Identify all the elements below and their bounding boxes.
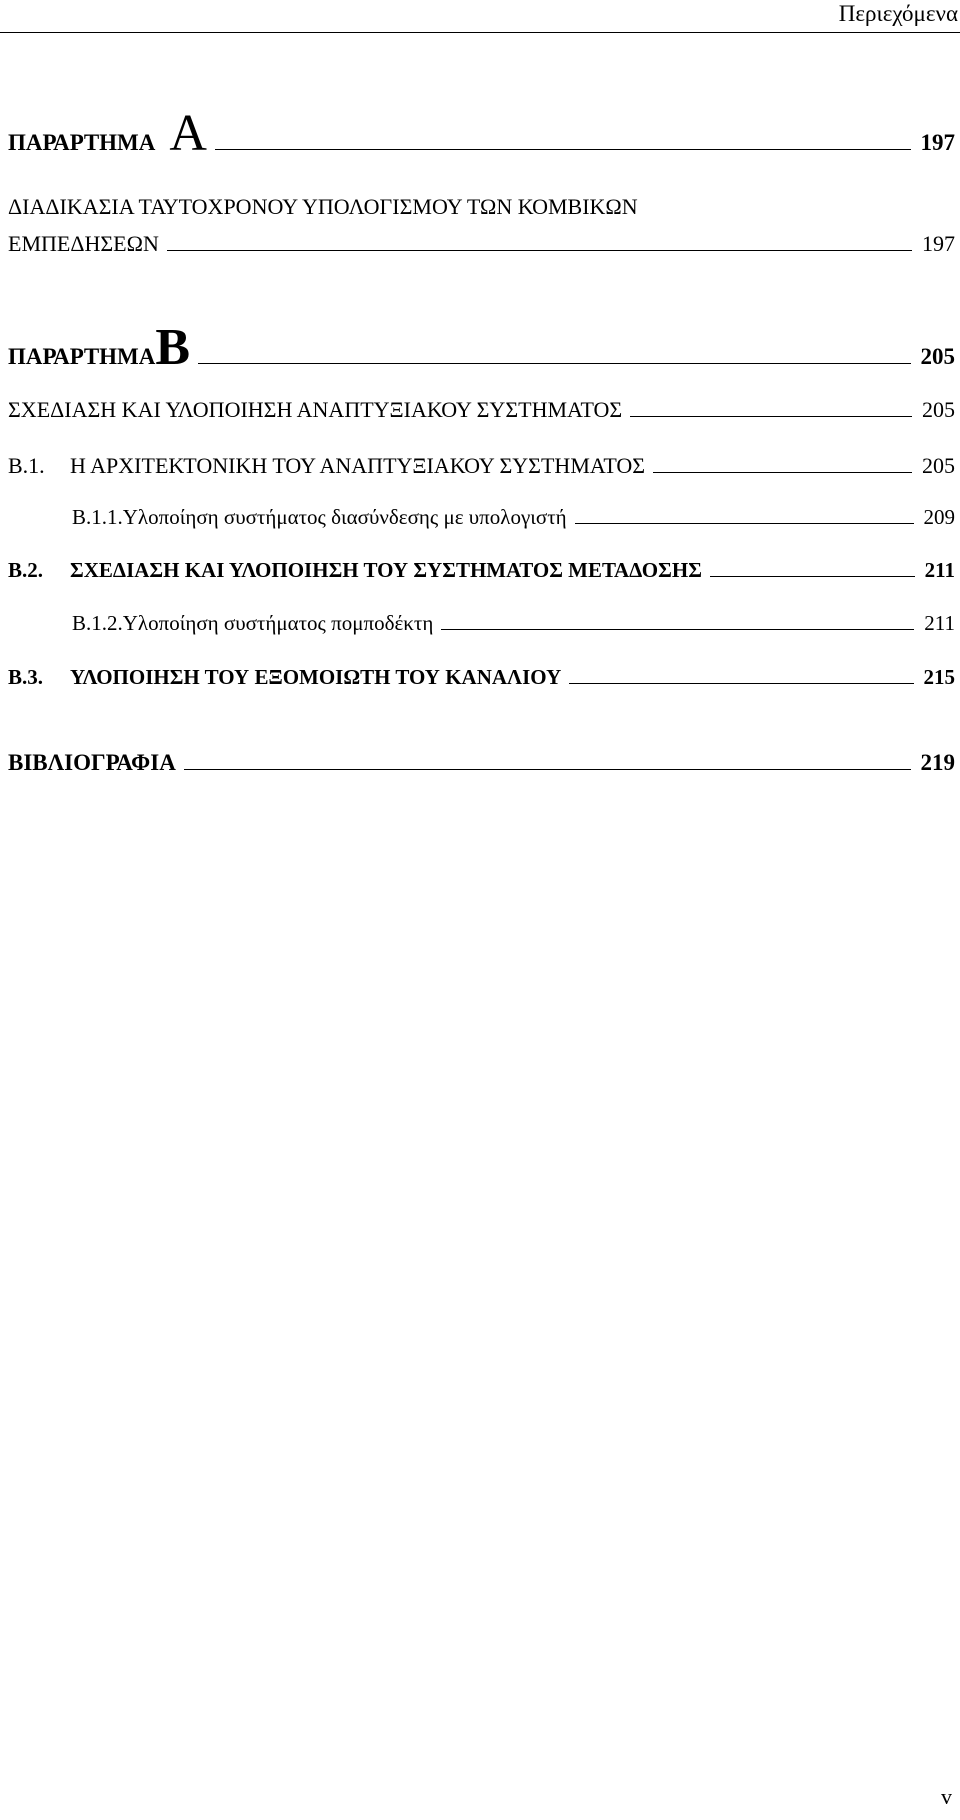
page-number: 205 bbox=[922, 397, 955, 422]
dot-leader bbox=[215, 149, 911, 150]
page-number: 197 bbox=[922, 231, 955, 256]
page-number: 219 bbox=[920, 750, 955, 775]
section-title: ΣΧΕΔΙΑΣΗ ΚΑΙ ΥΛΟΠΟΙΗΣΗ ΤΟΥ ΣΥΣΤΗΜΑΤΟΣ ΜΕΤΑΔΟΣΗΣ bbox=[70, 558, 702, 582]
toc-entry-appendix-a[interactable] bbox=[8, 105, 955, 162]
toc-entry-b12[interactable] bbox=[72, 611, 955, 636]
appendix-a-title-line1: ΔΙΑΔΙΚΑΣΙΑ ΤΑΥΤΟΧΡΟΝΟΥ ΥΠΟΛΟΓΙΣΜΟΥ ΤΩΝ ΚΟΜΒΙΚΩΝ bbox=[8, 194, 638, 219]
toc-entry-appendix-b[interactable] bbox=[8, 319, 955, 376]
toc-entry-b11[interactable] bbox=[72, 505, 955, 530]
toc-entry-appendix-a-title-line1[interactable] bbox=[8, 194, 955, 220]
dot-leader bbox=[569, 683, 913, 684]
footer-page-number: v bbox=[941, 1784, 952, 1809]
dot-leader bbox=[653, 472, 912, 473]
running-header bbox=[0, 0, 960, 33]
dot-leader bbox=[630, 416, 912, 417]
subsection-title: B.1.2.Υλοποίηση συστήματος πομποδέκτη bbox=[72, 611, 434, 635]
toc-entry-appendix-a-title-line2[interactable] bbox=[8, 231, 955, 257]
page-number: 215 bbox=[923, 665, 955, 689]
section-number: B.1. bbox=[8, 453, 45, 478]
header-title: Περιεχόμενα bbox=[838, 1, 958, 26]
dot-leader bbox=[184, 769, 911, 770]
section-number: B.3. bbox=[8, 665, 44, 689]
appendix-a-title-line2: ΕΜΠΕΔΗΣΕΩΝ bbox=[8, 231, 159, 256]
toc-entry-b1[interactable] bbox=[8, 453, 955, 479]
appendix-a-prefix: ΠΑΡΑΡΤΗΜΑ bbox=[8, 130, 156, 155]
dot-leader bbox=[575, 523, 914, 524]
section-title: Η ΑΡΧΙΤΕΚΤΟΝΙΚΗ ΤΟΥ ΑΝΑΠΤΥΞΙΑΚΟΥ ΣΥΣΤΗΜΑΤΟΣ bbox=[70, 453, 646, 478]
toc-entry-b2[interactable] bbox=[8, 558, 955, 583]
appendix-b-prefix: ΠΑΡΑΡΤΗΜΑ bbox=[8, 344, 156, 369]
subsection-title: B.1.1.Υλοποίηση συστήματος διασύνδεσης με υπολογιστή bbox=[72, 505, 567, 529]
page-number: 211 bbox=[924, 558, 955, 582]
page-number: 205 bbox=[922, 453, 955, 478]
section-title: ΥΛΟΠΟΙΗΣΗ ΤΟΥ ΕΞΟΜΟΙΩΤΗ ΤΟΥ ΚΑΝΑΛΙΟΥ bbox=[70, 665, 562, 689]
dot-leader bbox=[167, 250, 912, 251]
bibliography-title: ΒΙΒΛΙΟΓΡΑΦΙΑ bbox=[8, 750, 176, 775]
dot-leader bbox=[441, 629, 914, 630]
toc-entry-bibliography[interactable] bbox=[8, 750, 955, 776]
section-number: B.2. bbox=[8, 558, 44, 582]
toc-entry-appendix-b-title[interactable] bbox=[8, 397, 955, 423]
appendix-b-title: ΣΧΕΔΙΑΣΗ ΚΑΙ ΥΛΟΠΟΙΗΣΗ ΑΝΑΠΤΥΞΙΑΚΟΥ ΣΥΣΤΗΜΑΤΟΣ bbox=[8, 397, 623, 422]
page-number: 205 bbox=[920, 344, 955, 369]
page-number: 211 bbox=[924, 611, 955, 635]
appendix-b-letter: B bbox=[155, 319, 191, 376]
page-number: 197 bbox=[920, 130, 955, 155]
page-number: 209 bbox=[923, 505, 955, 529]
dot-leader bbox=[710, 576, 915, 577]
toc-entry-b3[interactable] bbox=[8, 665, 955, 690]
dot-leader bbox=[198, 363, 910, 364]
appendix-a-letter: A bbox=[169, 105, 207, 162]
